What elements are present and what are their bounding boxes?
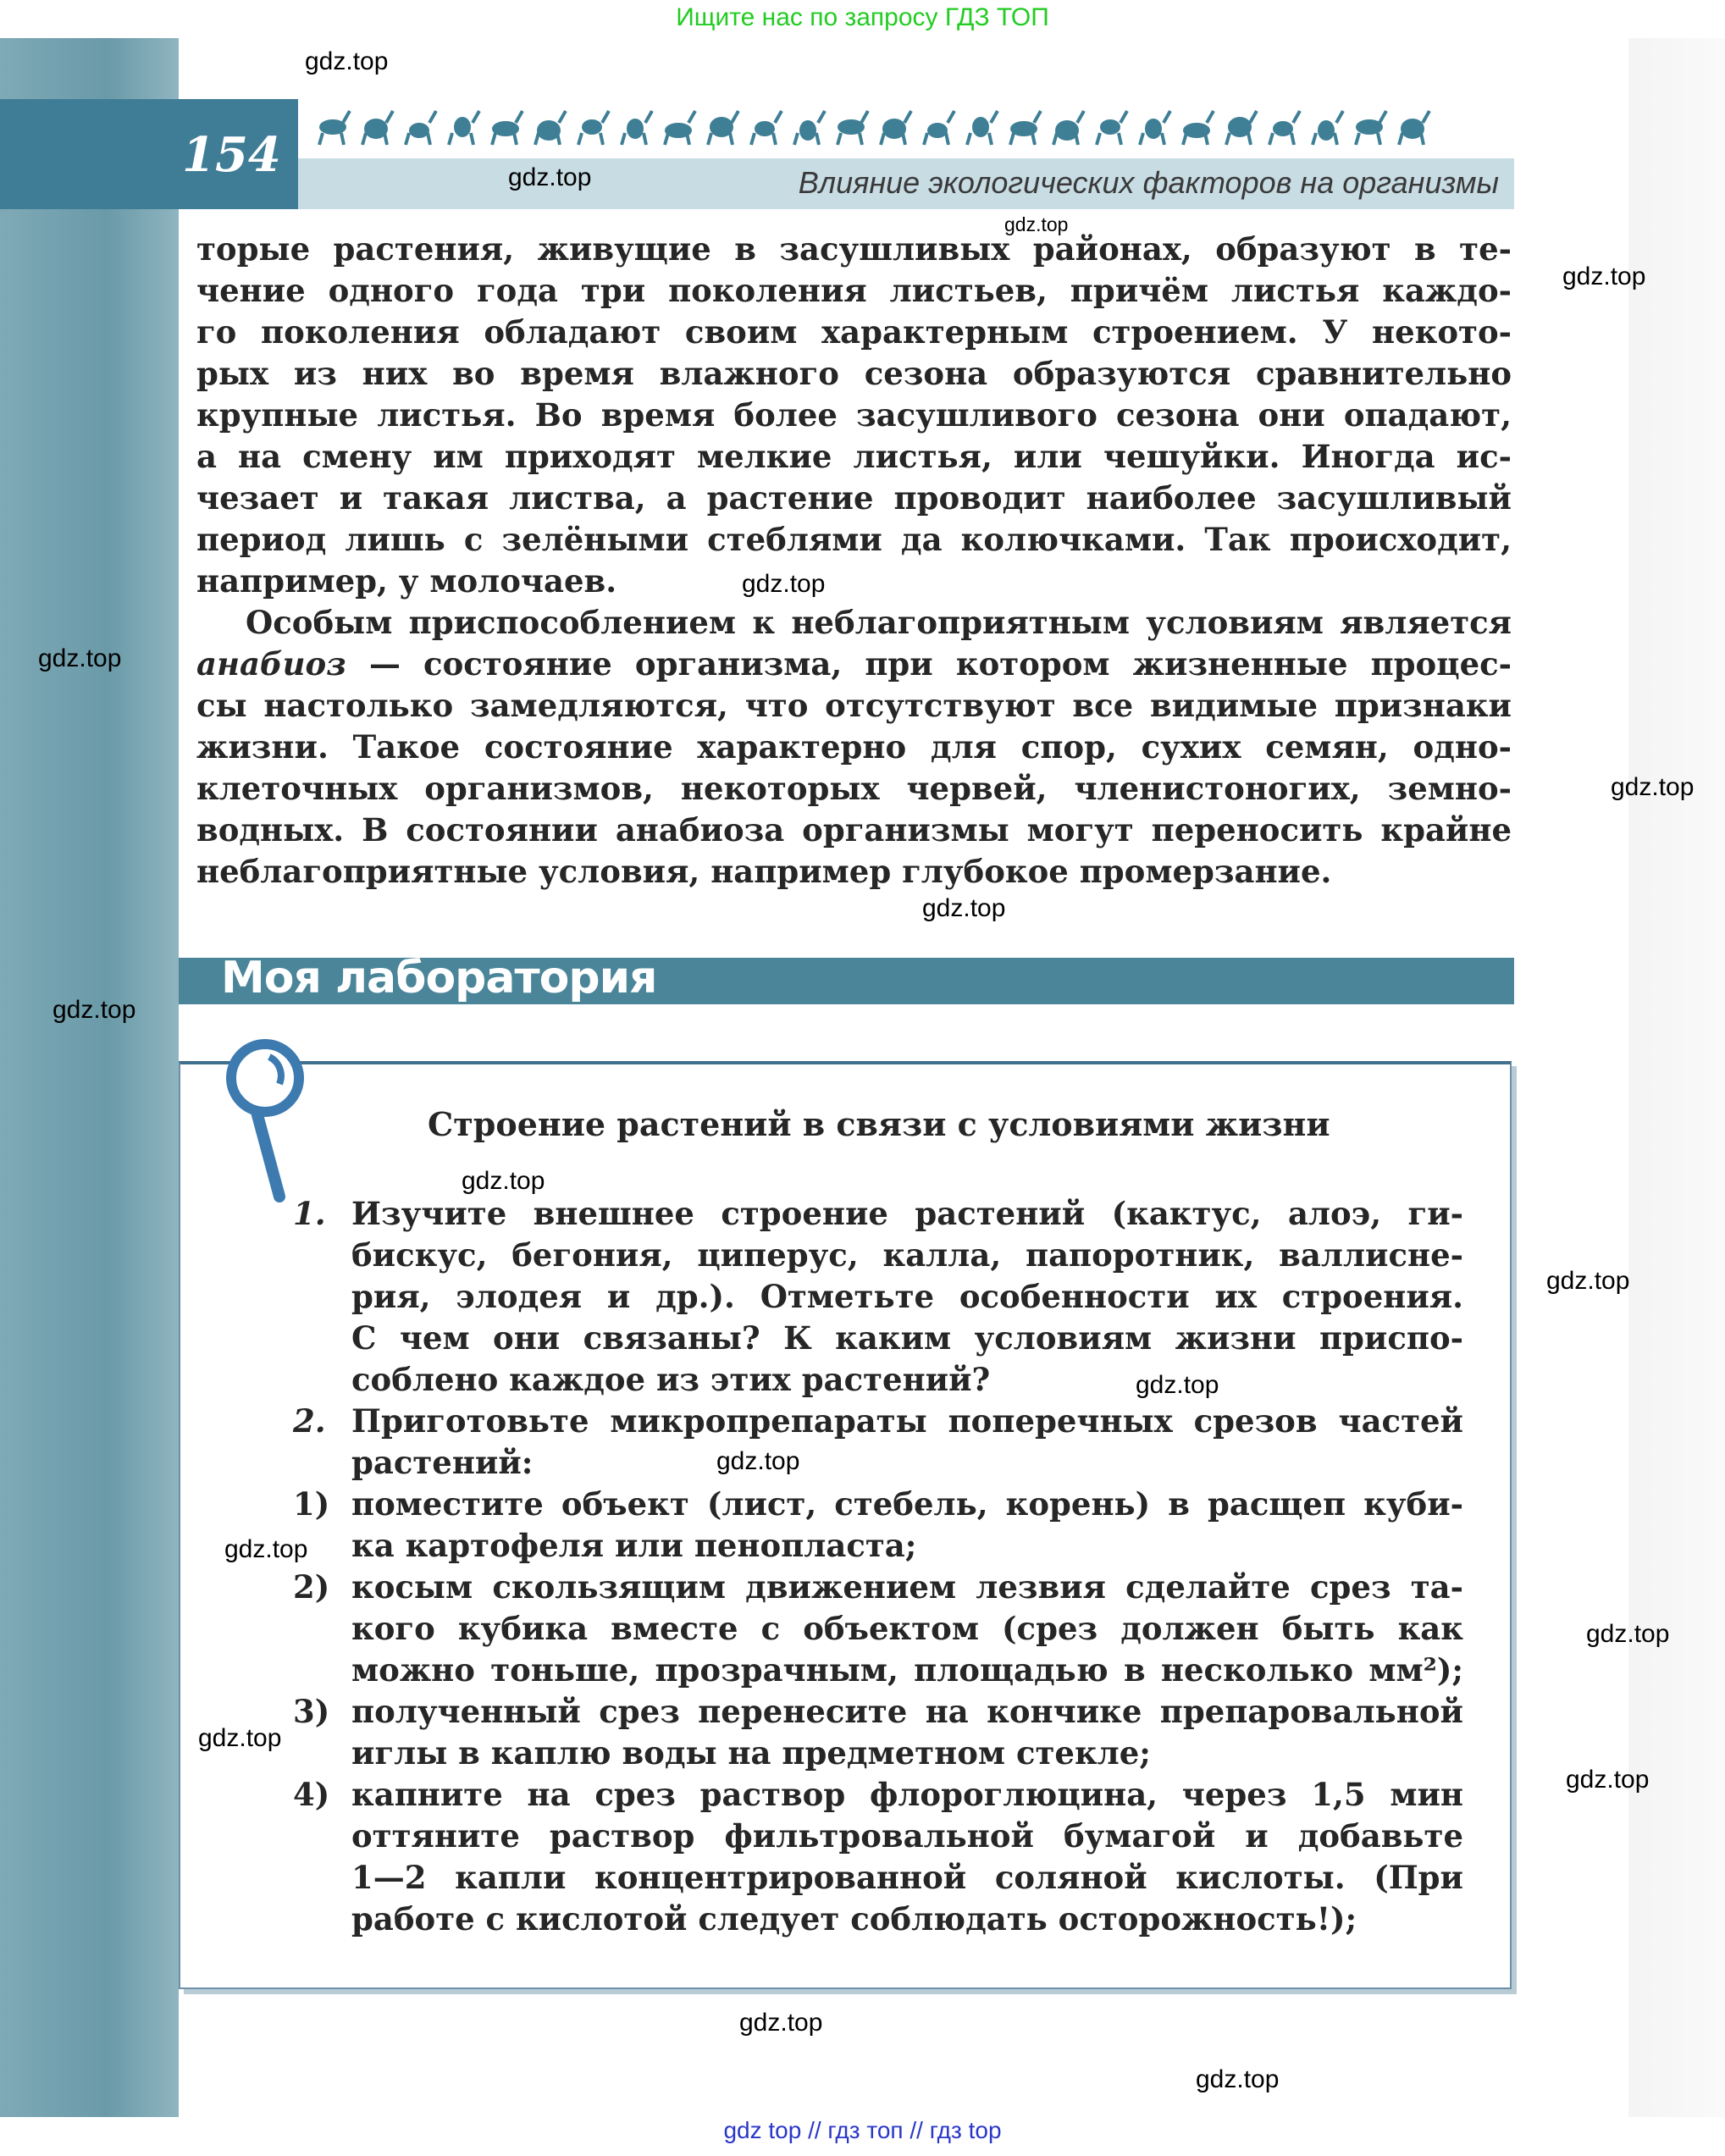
watermark: gdz.top [508,163,592,191]
animal-silhouette-icon [1010,111,1041,145]
lab-line: капните на срез раствор флороглюцина, через 1,5 мин [351,1776,1463,1813]
paragraph-line: неблагоприятные условия, например глубокое промерзание. [196,853,1332,890]
animal-silhouette-icon [838,111,868,145]
lab-line: работе с кислотой следует соблюдать осторожность!); [351,1900,1357,1938]
watermark: gdz.top [1611,773,1695,801]
watermark: gdz.top [716,1447,800,1475]
animal-silhouette-icon [492,111,522,145]
watermark: gdz.top [742,570,826,598]
paragraph-line: чение одного года три поколения листьев, причём листья каждо- [196,272,1512,309]
lab-section-bar [179,953,1514,1004]
body-text [196,229,1512,893]
watermark: gdz.top [1004,213,1069,235]
lab-substep [293,1774,1463,1940]
list-marker: 1) [293,1485,330,1523]
lab-line: Приготовьте микропрепараты поперечных срезов частей [351,1402,1463,1440]
lab-heading: Строение растений в связи с условиями жизни [428,1105,1330,1143]
lab-line: иглы в каплю воды на предметном стекле; [351,1734,1151,1772]
term-anabiosis: анабиоз [196,645,346,683]
animal-silhouette-icon [924,111,954,145]
watermark: gdz.top [462,1167,545,1195]
lab-line: рия, элодея и др.). Отметьте особенности их строения. [351,1278,1463,1315]
list-marker: 2) [293,1568,330,1606]
paragraph-line: рых из них во время влажного сезона образуются сравнительно [196,355,1512,392]
lab-line: ка картофеля или пенопласта; [351,1527,917,1564]
list-marker: 3) [293,1693,330,1730]
animal-silhouette-icon [362,111,393,145]
animal-silhouette-icon [406,111,436,145]
lab-line: оттяните раствор фильтровальной бумагой и добавьте [351,1817,1463,1855]
animal-silhouettes-strip [316,106,1459,148]
animal-silhouette-icon [665,111,695,145]
animal-silhouette-icon [1183,111,1214,145]
page-right-edge [1628,38,1725,2117]
animal-silhouette-icon [794,111,825,145]
paragraph-line: го поколения обладают своим характерным строением. У некото- [196,313,1512,351]
animal-silhouette-icon [1097,111,1127,145]
list-marker: 2. [293,1402,326,1440]
animal-silhouette-icon [1356,111,1386,145]
chapter-title: Влияние экологических факторов на организмы [798,165,1499,200]
paragraph-line: чезает и такая листва, а растение проводит наиболее засушливый [196,479,1512,517]
watermark: gdz.top [1546,1267,1630,1295]
lab-line: бискус, бегония, циперус, калла, папоротник, валлисне- [351,1236,1463,1274]
bottom-site-banner[interactable]: gdz top // гдз топ // гдз top [723,2117,1002,2143]
lab-line: растений: [351,1444,534,1481]
watermark: gdz.top [305,47,389,75]
lab-line: Изучите внешнее строение растений (кактус, алоэ, ги- [351,1195,1463,1232]
paragraph-line: а на смену им приходят мелкие листья, или чешуйки. Иногда ис- [196,438,1512,475]
watermark: gdz.top [198,1724,282,1752]
lab-substep [293,1691,1463,1774]
lab-section-title: Моя лаборатория [221,953,657,1003]
lab-line: С чем они связаны? К каким условиям жизни приспо- [351,1319,1463,1357]
watermark: gdz.top [922,894,1006,922]
paragraph-line: период лишь с зелёными стеблями да колючками. Так происходит, [196,521,1512,558]
lab-line: полученный срез перенесите на кончике препаровальной [351,1693,1463,1730]
list-marker: 4) [293,1776,330,1813]
watermark: gdz.top [1566,1766,1650,1794]
paragraph-line: сы настолько замедляются, что отсутствуют все видимые признаки [196,687,1512,724]
chapter-title-bar [298,158,1514,209]
watermark: gdz.top [739,2009,823,2037]
lab-line: соблено каждое из этих растений? [351,1361,991,1398]
paragraph-line [196,644,1512,685]
animal-silhouette-icon [449,111,479,145]
lab-line: 1—2 капли концентрированной соляной кислоты. (При [351,1859,1463,1896]
animal-silhouette-icon [881,111,911,145]
animal-silhouette-icon [751,111,782,145]
animal-silhouette-icon [1269,111,1300,145]
watermark: gdz.top [38,644,122,672]
animal-silhouette-icon [1140,111,1170,145]
list-marker: 1. [293,1195,326,1232]
watermark: gdz.top [1586,1620,1670,1648]
animal-silhouette-icon [578,111,609,145]
magnifier-icon [218,1031,320,1209]
lab-line: кого кубика вместе с объектом (срез должен быть как [351,1610,1463,1647]
animal-silhouette-icon [1226,111,1257,145]
paragraph-line: клеточных организмов, некоторых червей, членистоногих, земно- [196,770,1512,807]
animal-silhouette-icon [622,111,652,145]
animal-silhouette-icon [1053,111,1084,145]
lab-line: косым скользящим движением лезвия сделайте срез та- [351,1568,1463,1606]
paragraph-line: Особым приспособлением к неблагоприятным условиям является [246,604,1512,641]
animal-silhouette-icon [708,111,738,145]
watermark: gdz.top [1562,263,1646,290]
lab-substep [293,1567,1463,1691]
page-left-margin-stripe [0,38,179,2117]
lab-task [293,1193,1463,1401]
animal-silhouette-icon [1399,111,1429,145]
paragraph-line: водных. В состоянии анабиоза организмы могут переносить крайне [196,811,1512,849]
animal-silhouette-icon [1313,111,1343,145]
lab-task [293,1401,1463,1484]
lab-line: можно тоньше, прозрачным, площадью в несколько мм²); [351,1651,1463,1689]
lab-substep [293,1484,1463,1567]
animal-silhouette-icon [319,111,350,145]
paragraph-line: крупные листья. Во время более засушливого сезона они опадают, [196,396,1512,434]
watermark: gdz.top [1136,1371,1219,1399]
watermark: gdz.top [1196,2065,1280,2093]
paragraph-line: жизни. Такое состояние характерно для спор, сухих семян, одно- [196,728,1512,766]
watermark: gdz.top [224,1535,308,1563]
paragraph-line: например, у молочаев. [196,562,617,600]
paragraph-line: торые растения, живущие в засушливых районах, образуют в те- [196,230,1512,268]
lab-line: поместите объект (лист, стебель, корень) в расщеп куби- [351,1485,1463,1523]
watermark: gdz.top [53,996,136,1024]
animal-silhouette-icon [535,111,566,145]
top-search-banner: Ищите нас по запросу ГДЗ ТОП [676,3,1049,31]
page-number: 154 [182,127,281,183]
paragraph-line-text: — состояние организма, при котором жизненные процес- [346,645,1512,683]
animal-silhouette-icon [967,111,998,145]
lab-task-list [293,1193,1463,1940]
